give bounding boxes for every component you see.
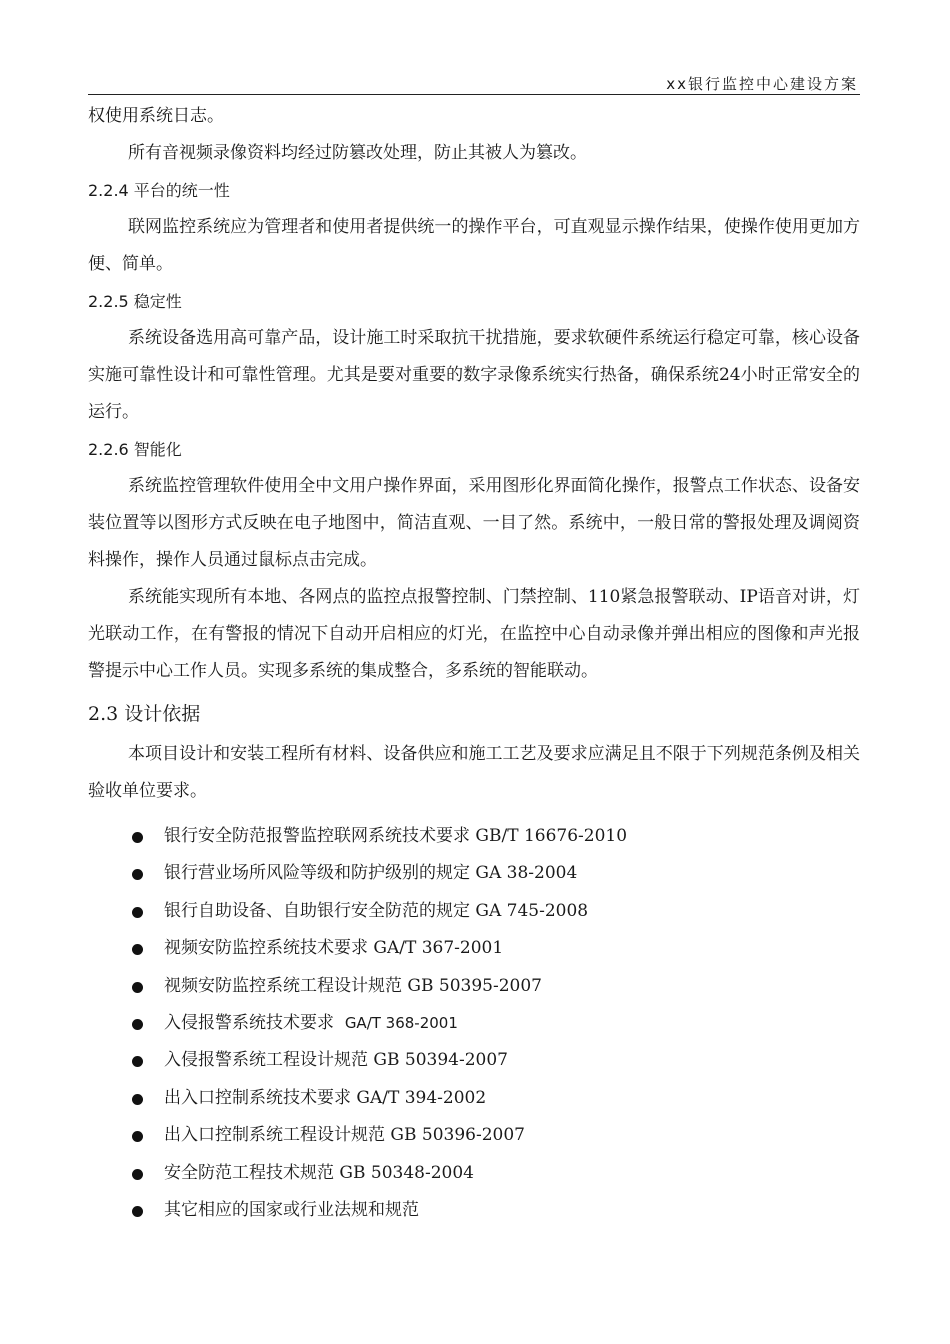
section-heading-2-2-4: 2.2.4 平台的统一性 — [88, 181, 230, 200]
bullet-icon — [132, 1131, 143, 1142]
paragraph-stability: 系统设备选用高可靠产品，设计施工时采取抗干扰措施，要求软硬件系统运行稳定可靠，核心设备实施可靠性设计和可靠性管理。尤其是要对重要的数字录像系统实行热备，确保系统24小时正常安全的运行。 — [88, 328, 860, 422]
bullet-icon — [132, 869, 143, 880]
list-item: 银行营业场所风险等级和防护级别的规定 GA 38-2004 — [88, 855, 860, 892]
list-item: 其它相应的国家或行业法规和规范 — [88, 1192, 860, 1229]
bullet-icon — [132, 1019, 143, 1030]
paragraph-design-basis: 本项目设计和安装工程所有材料、设备供应和施工工艺及要求应满足且不限于下列规范条例及相关验收单位要求。 — [88, 744, 860, 801]
document-body — [88, 98, 860, 1229]
bullet-icon — [132, 1169, 143, 1180]
bullet-icon — [132, 832, 143, 843]
bullet-icon — [132, 1094, 143, 1105]
paragraph-linkage: 系统能实现所有本地、各网点的监控点报警控制、门禁控制、110紧急报警联动、IP语音对讲，灯光联动工作，在有警报的情况下自动开启相应的灯光，在监控中心自动录像并弹出相应的图像和声光报警提示中心工作人员。实现多系统的集成整合，多系统的智能联动。 — [88, 587, 860, 681]
page-header — [88, 70, 860, 95]
list-item: 视频安防监控系统技术要求 GA/T 367-2001 — [88, 930, 860, 967]
standards-list — [88, 818, 860, 1229]
section-heading-2-3: 2.3 设计依据 — [88, 703, 201, 725]
list-item: 出入口控制系统工程设计规范 GB 50396-2007 — [88, 1117, 860, 1154]
paragraph-unified-platform: 联网监控系统应为管理者和使用者提供统一的操作平台，可直观显示操作结果，使操作使用更加方便、简单。 — [88, 217, 860, 274]
bullet-icon — [132, 982, 143, 993]
list-item: 银行安全防范报警监控联网系统技术要求 GB/T 16676-2010 — [88, 818, 860, 855]
section-heading-2-2-5: 2.2.5 稳定性 — [88, 292, 182, 311]
list-item: 安全防范工程技术规范 GB 50348-2004 — [88, 1155, 860, 1192]
paragraph-intelligence: 系统监控管理软件使用全中文用户操作界面，采用图形化界面简化操作，报警点工作状态、设备安装位置等以图形方式反映在电子地图中，简洁直观、一目了然。系统中，一般日常的警报处理及调阅资料操作，操作人员通过鼠标点击完成。 — [88, 476, 860, 570]
list-item: 入侵报警系统工程设计规范 GB 50394-2007 — [88, 1042, 860, 1079]
bullet-icon — [132, 907, 143, 918]
paragraph-tamper-proof: 所有音视频录像资料均经过防篡改处理，防止其被人为篡改。 — [128, 143, 587, 163]
bullet-icon — [132, 1206, 143, 1217]
list-item: 银行自助设备、自助银行安全防范的规定 GA 745-2008 — [88, 893, 860, 930]
bullet-icon — [132, 944, 143, 955]
list-item: 出入口控制系统技术要求 GA/T 394-2002 — [88, 1080, 860, 1117]
list-item: 视频安防监控系统工程设计规范 GB 50395-2007 — [88, 968, 860, 1005]
list-item: 入侵报警系统技术要求 GA/T 368-2001 — [88, 1005, 860, 1042]
document-title: xx银行监控中心建设方案 — [666, 75, 858, 93]
section-heading-2-2-6: 2.2.6 智能化 — [88, 440, 182, 459]
paragraph-log-rights: 权使用系统日志。 — [88, 106, 224, 126]
bullet-icon — [132, 1056, 143, 1067]
